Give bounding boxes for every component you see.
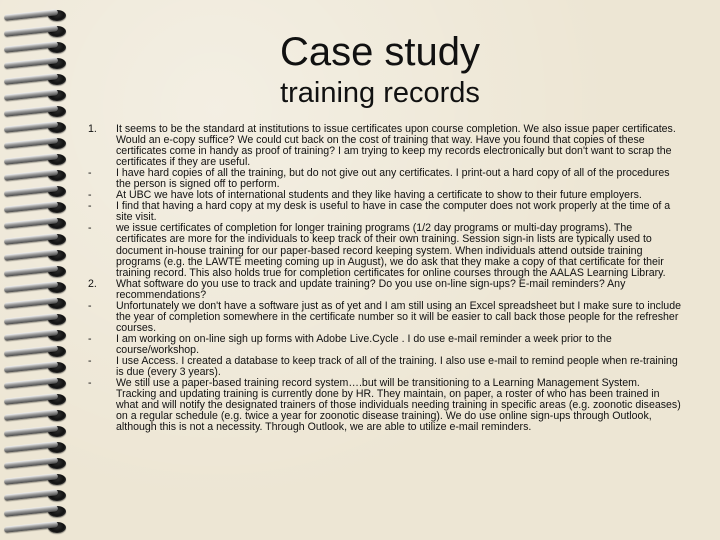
list-item-text: I am working on on-line sigh up forms with Adobe Live.Cycle . I do use e-mail reminder a week prior to the course/workshop. [116, 332, 612, 356]
list-item-text: I find that having a hard copy at my desk is useful to have in case the computer does not work properly at the time of a site visit. [116, 200, 671, 224]
list-marker: 2. [88, 277, 97, 290]
binding-ring [4, 40, 70, 54]
spiral-binding [0, 0, 78, 540]
binding-ring [4, 248, 70, 262]
content-list [86, 124, 682, 433]
binding-ring [4, 184, 70, 198]
list-marker: - [88, 299, 92, 312]
list-item-text: It seems to be the standard at institutions to issue certificates upon course completion. We also issue paper certificates. Would an e-copy suffice? We could cut back on the cost of training that way. Have you found that copies of these certificates come in handy as proof of training? I am trying to keep my records electronically but don't want to scrap the certificates if they are useful. [116, 123, 676, 169]
list-item [86, 301, 682, 334]
list-item [86, 378, 682, 433]
binding-ring [4, 296, 70, 310]
binding-ring [4, 392, 70, 406]
binding-ring [4, 376, 70, 390]
binding-ring [4, 488, 70, 502]
binding-ring [4, 264, 70, 278]
binding-ring [4, 520, 70, 534]
binding-ring [4, 200, 70, 214]
binding-ring [4, 344, 70, 358]
list-item-text: I use Access. I created a database to keep track of all of the training. I also use e-mail to remind people when re-training is due (every 3 years). [116, 354, 678, 379]
list-marker: - [88, 222, 92, 235]
binding-ring [4, 328, 70, 342]
list-item [86, 279, 682, 301]
list-item-text: Unfortunately we don't have a software just as of yet and I am still using an Excel spreadsheet but I make sure to include the year of completion somewhere in the certificate number so it will be easier to call back those people for the refresher courses. [116, 299, 681, 334]
binding-ring [4, 56, 70, 70]
slide-title: Case study [279, 30, 481, 74]
list-item-text: We still use a paper-based training record system….but will be transitioning to a Learning Management System. Tracking and updating training is currently done by HR. They maintain, on paper, a roster of who has been trained in what and will notify the designated trainers of those individuals needing training in specific areas (e.g. zoonotic diseases) on a regular schedule (e.g. twice a year for zoonotic disease training). We do use online sign-ups through Outlook, although this is not a necessity. Through Outlook, we are able to utilize e-mail reminders. [116, 377, 681, 434]
list-item-text: I have hard copies of all the training, but do not give out any certificates. I print-out a hard copy of all of the procedures the person is signed off to perform. [116, 167, 670, 191]
binding-ring [4, 104, 70, 118]
list-item [86, 223, 682, 278]
binding-ring [4, 360, 70, 374]
slide-subtitle: training records [280, 77, 480, 109]
list-item [86, 201, 682, 223]
binding-ring [4, 216, 70, 230]
list-marker: - [88, 377, 92, 390]
binding-ring [4, 168, 70, 182]
binding-ring [4, 408, 70, 422]
binding-ring [4, 88, 70, 102]
binding-ring [4, 120, 70, 134]
list-item-text: we issue certificates of completion for longer training programs (1/2 day programs or multi-day programs). The certificates are more for the individuals to keep track of their own training. Session sign-in lists are typically used to document in-house training for our paper-based record keeping system. When individuals attend outside training programs (e.g. the LAWTE meeting coming up in August), we do ask that they make a copy of that certificate for their training record. This also holds true for completion certificates for online courses through the AALAS Learning Library. [116, 222, 666, 279]
list-marker: - [88, 189, 92, 202]
list-item-text: At UBC we have lots of international students and they like having a certificate to show to their future employers. [116, 189, 642, 202]
binding-ring [4, 440, 70, 454]
binding-ring [4, 232, 70, 246]
binding-ring [4, 424, 70, 438]
binding-ring [4, 24, 70, 38]
list-item-text: What software do you use to track and update training? Do you use on-line sign-ups? E-mail reminders? Any recommendations? [116, 277, 626, 301]
binding-ring [4, 136, 70, 150]
binding-ring [4, 8, 70, 22]
binding-ring [4, 72, 70, 86]
binding-ring [4, 504, 70, 518]
binding-ring [4, 280, 70, 294]
list-marker: - [88, 200, 92, 213]
binding-ring [4, 472, 70, 486]
binding-ring [4, 456, 70, 470]
list-item [86, 334, 682, 356]
list-marker: - [88, 354, 92, 367]
list-item [86, 356, 682, 378]
list-marker: 1. [88, 123, 97, 135]
list-item [86, 124, 682, 168]
binding-ring [4, 152, 70, 166]
list-marker: - [88, 332, 92, 345]
list-marker: - [88, 167, 92, 180]
binding-ring [4, 312, 70, 326]
list-item [86, 168, 682, 190]
